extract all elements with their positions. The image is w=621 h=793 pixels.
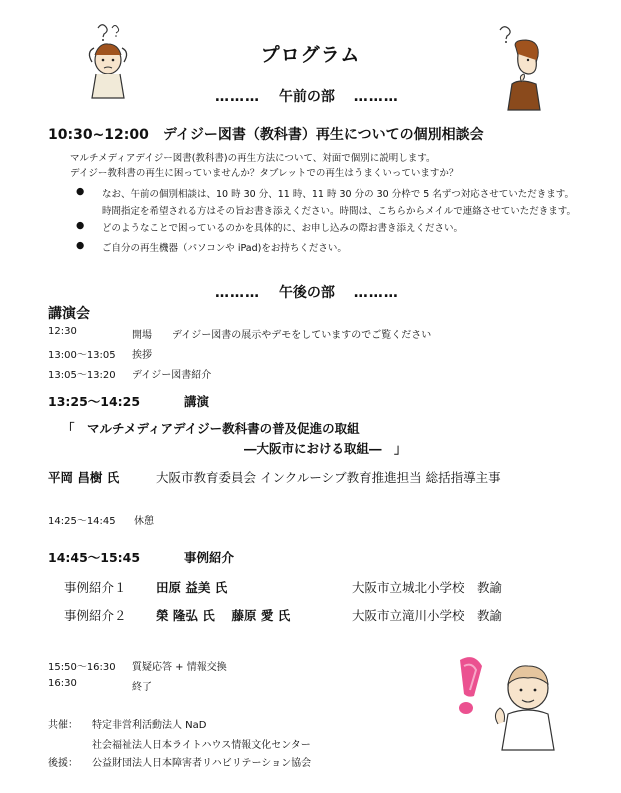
case-1-label: 事例紹介１ [64,580,127,595]
schedule-item-2: 挨拶 [132,350,152,361]
sponsor-label: 後援： [48,758,78,769]
break-time: 14:25～14:45 [48,516,116,527]
host-label: 共催： [48,720,78,731]
talk-title-line-1: 「 マルチメディアデイジー教科書の普及促進の取組 [62,421,360,436]
morning-bullet-1 [76,186,577,217]
host-2: 社会福祉法人日本ライトハウス情報文化センター [92,740,311,751]
speaker-affiliation: 大阪市教育委員会 インクルーシブ教育推進担当 総括指導主事 [156,470,501,485]
morning-intro-line-1: マルチメディアデイジー図書(教科書)の再生方法について、対面で個別に説明します。 [70,153,436,164]
case-label: 事例紹介 [184,550,235,565]
morning-bullet-3 [76,240,347,254]
schedule-time-3: 13:05～13:20 [48,370,116,381]
afternoon-dots-left: ……… [215,285,260,301]
case-2-label: 事例紹介２ [64,608,127,623]
morning-bullet-1-line-2: 時間指定を希望される方はその旨お書き添えください。時間は、こちらからメイルで連絡させていただきます。 [102,206,577,217]
qa-time: 15:50～16:30 [48,662,116,673]
morning-heading [215,86,399,106]
schedule-time-2: 13:00～13:05 [48,350,116,361]
morning-intro-line-2: デイジー教科書の再生に困っていませんか？タブレットでの再生はうまくいっていますか？ [70,168,459,179]
end-time: 16:30 [48,678,77,689]
morning-heading-label: 午前の部 [278,89,335,105]
exclamation-person-icon [446,652,564,752]
end-label: 終了 [132,682,152,693]
schedule-time-1: 12:30 [48,326,77,337]
case-time: 14:45～15:45 [48,550,141,565]
speaker-name: 平岡 昌樹 氏 [48,470,120,485]
host-1: 特定非営利活動法人 NaD [92,720,207,731]
page-title: プログラム [260,44,361,66]
morning-bullet-3-line-1: ご自分の再生機器（パソコンや iPad)をお持ちください。 [102,243,347,254]
schedule-item-1: 開場 デイジー図書の展示やデモをしていますのでご覧ください [132,330,432,341]
thinking-person-icon [486,24,548,112]
break-label: 休憩 [134,516,154,527]
morning-dots-left: ……… [215,89,260,105]
morning-dots-right: ……… [353,89,399,105]
afternoon-dots-right: ……… [353,285,399,301]
schedule-item-3: デイジー図書紹介 [132,370,212,381]
case-2-names: 榮 隆弘 氏 藤原 愛 氏 [156,608,291,623]
bullet-mark: ● [76,240,85,251]
talk-title-line-2: ―大阪市における取組― 」 [244,441,407,456]
morning-bullet-2 [76,220,464,234]
bullet-mark: ● [76,186,85,197]
bullet-mark: ● [76,220,85,231]
afternoon-heading-label: 午後の部 [278,285,335,301]
morning-session-title: 10:30~12:00 デイジー図書（教科書）再生についての個別相談会 [48,127,484,143]
sponsor: 公益財団法人日本障害者リハビリテーション協会 [92,758,312,769]
qa-label: 質疑応答 + 情報交換 [132,662,227,673]
case-1-names: 田原 益美 氏 [156,580,228,595]
talk-label: 講演 [184,394,210,409]
talk-time: 13:25～14:25 [48,394,141,409]
case-1-school: 大阪市立城北小学校 教諭 [352,580,503,595]
morning-bullet-1-line-1: なお、午前の個別相談は、10 時 30 分、11 時、11 時 30 分の 30 分枠で 5 名ずつ対応させていただきます。 [102,189,575,200]
afternoon-heading [215,282,399,302]
morning-bullet-2-line-1: どのようなことで困っているのかを具体的に、お申し込みの際お書き添えください。 [102,223,464,234]
case-2-school: 大阪市立滝川小学校 教諭 [352,608,503,623]
lecture-label: 講演会 [48,306,90,322]
